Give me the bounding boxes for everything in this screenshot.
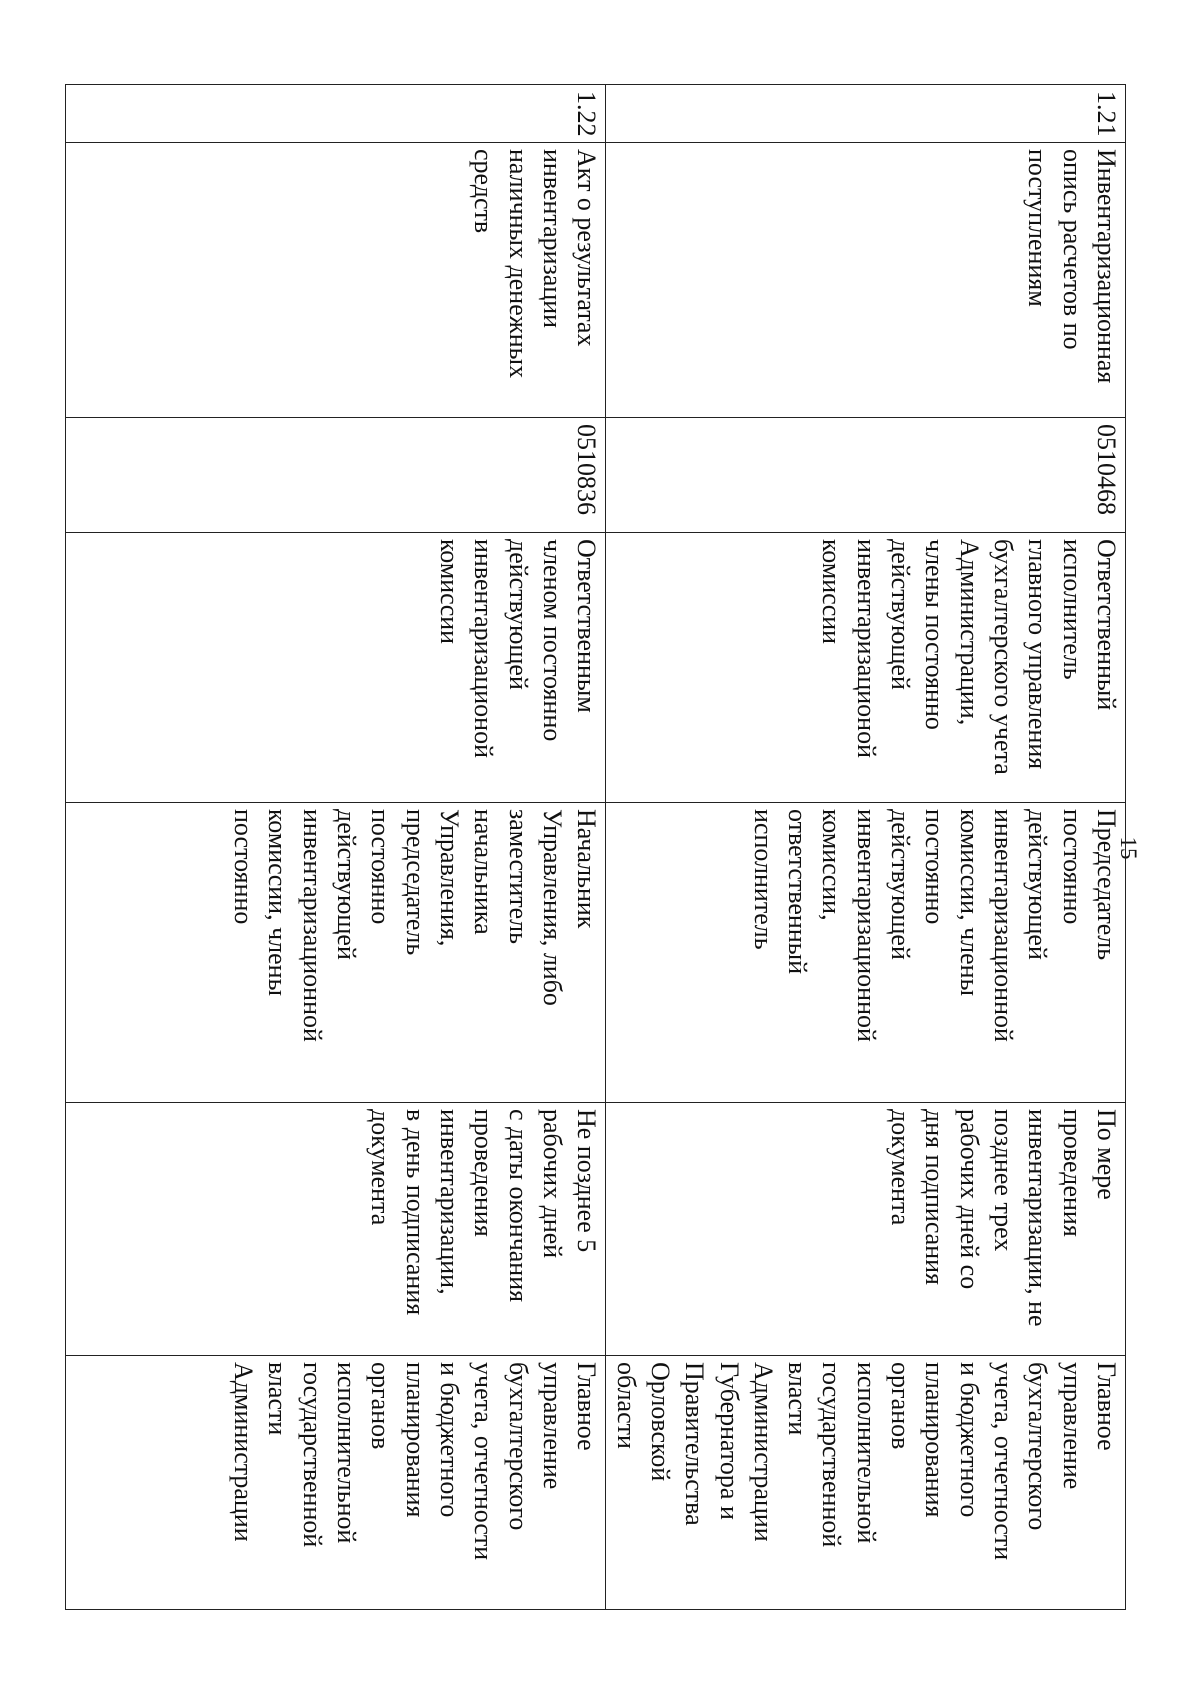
deadline-cell: По мере проведения инвентаризации, не позднее трех рабочих дней со дня подписания документа (606, 1103, 1126, 1356)
document-table (65, 84, 1126, 1610)
recipient-cell: Главное управление бухгалтерского учета, отчетности и бюджетного планирования органов исполнительной государственной власти Администрации (66, 1356, 606, 1610)
document-name-cell: Акт о результатах инвентаризации наличных денежных средств (66, 143, 606, 418)
signers-cell: Начальник Управления, либо заместитель начальника Управления, председатель постоянно действующей инвентаризационной комиссии, члены постоянно (66, 803, 606, 1103)
deadline-cell: Не позднее 5 рабочих дней с даты окончания проведения инвентаризации, в день подписания документа (66, 1103, 606, 1356)
row-number-cell: 1.21 (606, 85, 1126, 143)
form-code-cell: 0510836 (66, 418, 606, 533)
document-name-cell: Инвентаризационная опись расчетов по поступлениям (606, 143, 1126, 418)
responsible-cell: Ответственный исполнитель главного управления бухгалтерского учета Администрации, члены постоянно действующей инвентаризационой комиссии (606, 533, 1126, 803)
table-row (66, 85, 606, 1610)
table-row (606, 85, 1126, 1610)
recipient-cell: Главное управление бухгалтерского учета, отчетности и бюджетного планирования органов исполнительной государственной власти Администрации Губернатора и Правительства Орловской области (606, 1356, 1126, 1610)
page-number: 15 (1116, 836, 1141, 860)
rotated-table-wrapper (118, 84, 1126, 1609)
signers-cell: Председатель постоянно действующей инвентаризационной комиссии, члены постоянно действующей инвентаризационной комиссии, ответственный исполнитель (606, 803, 1126, 1103)
responsible-cell: Ответственным членом постоянно действующей инвентаризационой комиссии (66, 533, 606, 803)
row-number-cell: 1.22 (66, 85, 606, 143)
form-code-cell: 0510468 (606, 418, 1126, 533)
